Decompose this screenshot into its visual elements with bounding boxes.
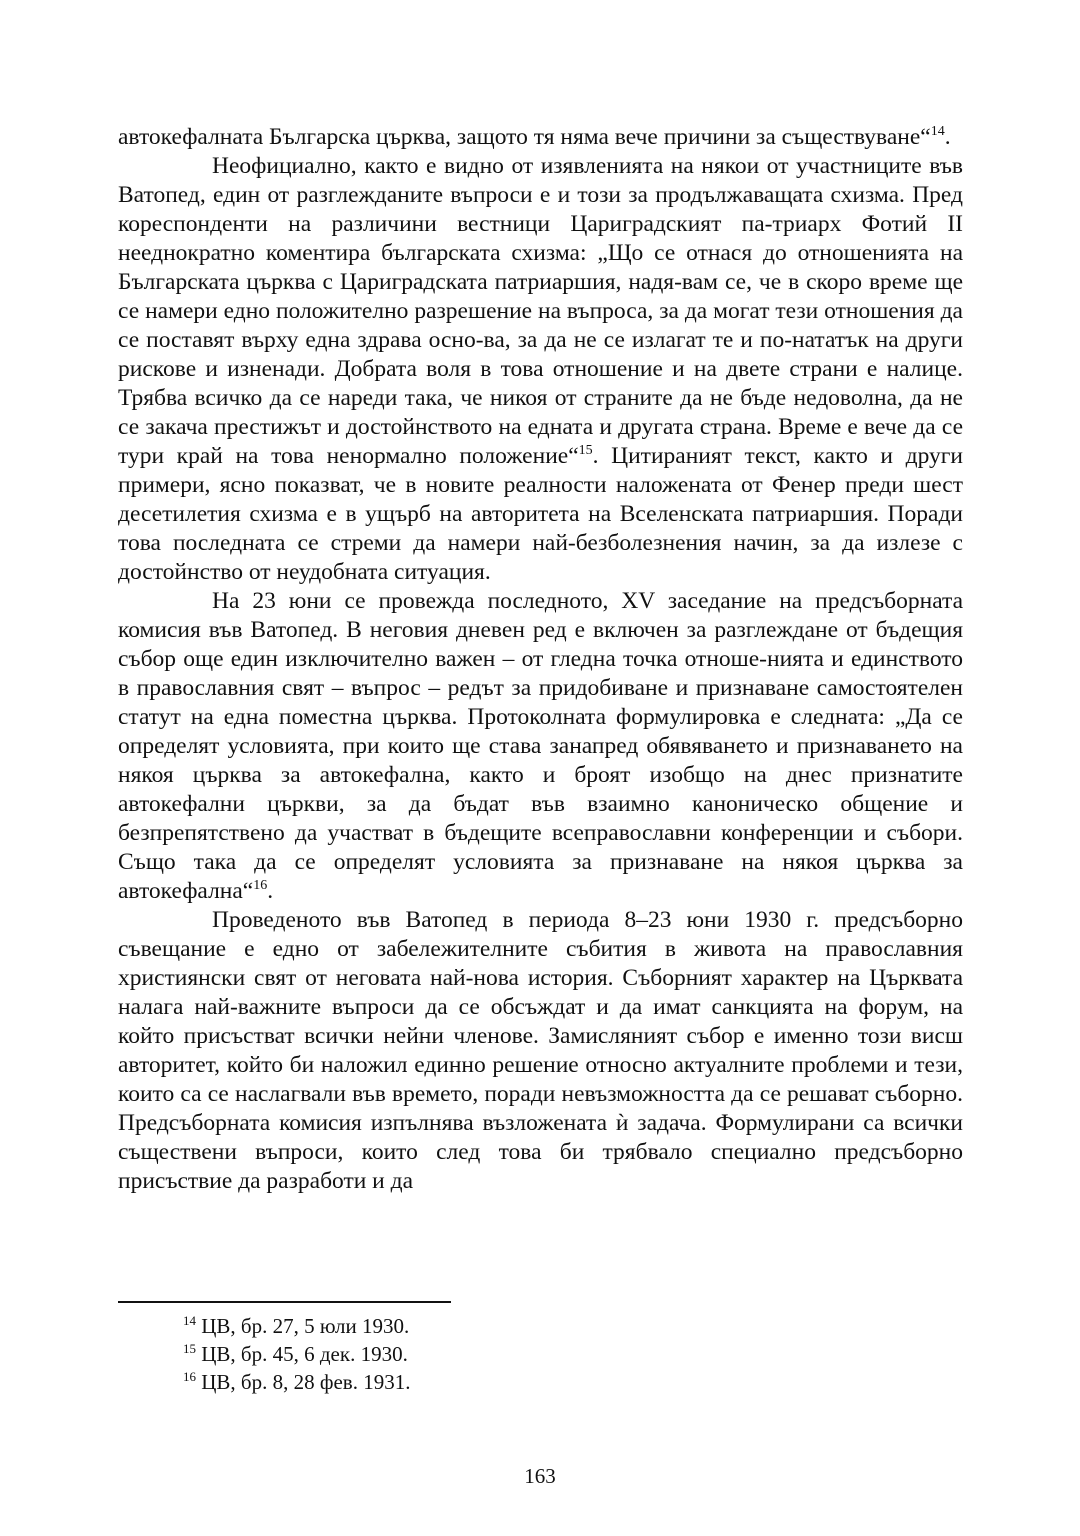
footnote-text: ЦВ, бр. 8, 28 фев. 1931. [201, 1370, 411, 1394]
footnote-ref-16[interactable]: 16 [253, 878, 268, 893]
paragraph-text: Проведеното във Ватопед в периода 8–23 юни 1930 г. предсъборно съвещание е едно от забележителните събития в живота на православния християнски свят от неговата най-нова история. Съборният характер на Църквата налага най-важните въпроси да се обсъждат и да имат санкцията на форум, на който присъстват всички нейни членове. Замисляният събор е именно този висш авторитет, който би наложил единно решение относно актуалните проблеми и тези, които са се наслагвали във времето, поради невъзможността да се решават съборно. Предсъборната комисия изпълнява възложената ѝ задача. Формулирани са всички съществени въпроси, които след това би трябвало специално предсъборно присъствие да разработи и да [118, 907, 963, 1194]
footnote-16 [183, 1368, 410, 1396]
footnote-15 [183, 1340, 410, 1368]
page-number: 163 [524, 1464, 556, 1488]
paragraph-1 [118, 123, 963, 152]
footnote-separator [118, 1301, 451, 1303]
paragraph-2 [118, 152, 963, 587]
paragraph-text: автокефалната Българска църква, защото тя няма вече причини за съществуване“ [118, 124, 931, 150]
footnote-number: 15 [183, 1341, 196, 1356]
body-text [118, 123, 963, 1196]
footnote-number: 14 [183, 1313, 196, 1328]
footnote-ref-15[interactable]: 15 [578, 443, 593, 458]
paragraph-4 [118, 906, 963, 1196]
footnote-number: 16 [183, 1369, 196, 1384]
footnote-ref-14[interactable]: 14 [930, 124, 945, 139]
paragraph-text-continued: . [944, 124, 951, 150]
footnote-text: ЦВ, бр. 27, 5 юли 1930. [201, 1314, 410, 1338]
paragraph-text-continued: . [267, 878, 274, 904]
paragraph-text-continued: . Цитираният текст, както и други примери, ясно показват, че в новите реалности наложената от Фенер преди шест десетилетия схизма е в ущърб на авторитета на Вселенската патриаршия. Поради това последната се стреми да намери най-безболезнения начин, за да излезе с достойнство от неудобната ситуация. [118, 443, 963, 585]
paragraph-text: На 23 юни се провежда последното, XV заседание на предсъборната комисия във Ватопед. В неговия дневен ред е включен за разглеждане от бъдещия събор още един изключително важен – от гледна точка отноше-нията и единството в православния свят – въпрос – редът за придобиване и признаване самостоятелен статут на една поместна църква. Протоколната формулировка е следната: „Да се определят условията, при които ще става занапред обявяването и признаването на някоя църква за автокефална, както и броят изобщо на днес признатите автокефални църкви, за да бъдат във взаимно каноническо общение и безпрепятствено да участват в бъдещите всеправославни конференции и събори. Също така да се определят условията за признаване на някоя църква за автокефална“ [118, 588, 963, 904]
footnotes [183, 1312, 410, 1396]
footnote-text: ЦВ, бр. 45, 6 дек. 1930. [201, 1342, 408, 1366]
paragraph-3 [118, 587, 963, 906]
footnote-14 [183, 1312, 410, 1340]
paragraph-text: Неофициално, както е видно от изявленията на някои от участниците във Ватопед, един от разглежданите въпроси е и този за продължаващата схизма. Пред кореспонденти на различини вестници Цариградският па-триарх Фотий II нееднократно коментира българската схизма: „Що се отнася до отношенията на Българската църква с Цариградската патриаршия, надя-вам се, че в скоро време ще се намери едно положително разрешение на въпроса, за да могат тези отношения да се поставят върху една здрава осно-ва, за да не се излагат те и по-нататък на други рискове и изненади. Добрата воля в това отношение и на двете страни е налице. Трябва всичко да се нареди така, че никоя от страните да не бъде недоволна, да не се закача престижът и достойнството на едната и другата страна. Време е вече да се тури край на това ненормално положение“ [118, 153, 963, 469]
